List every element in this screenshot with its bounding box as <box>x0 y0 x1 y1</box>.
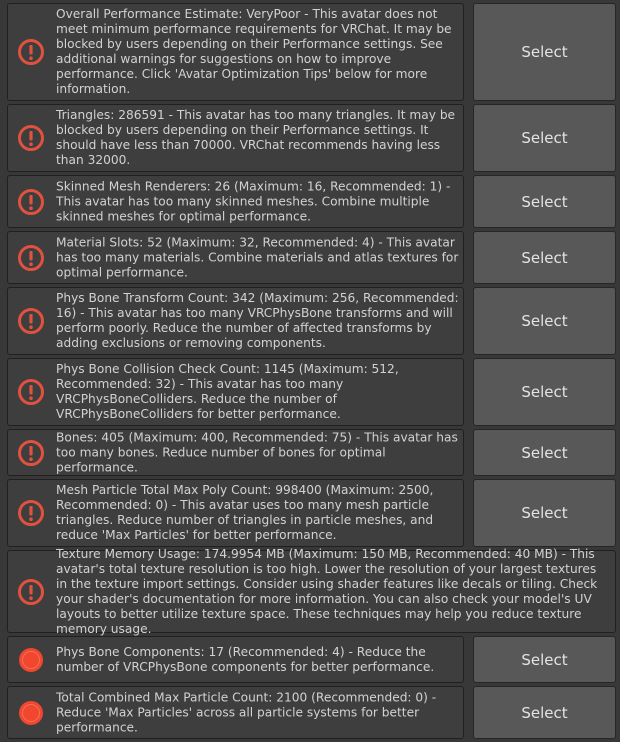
select-button[interactable]: Select <box>473 175 616 228</box>
error-icon <box>17 244 45 272</box>
select-button[interactable]: Select <box>473 686 616 739</box>
issue-row <box>7 429 616 476</box>
select-button[interactable]: Select <box>473 287 616 355</box>
issue-message-box <box>7 546 616 636</box>
select-button[interactable]: Select <box>473 231 616 284</box>
issue-message: Material Slots: 52 (Maximum: 32, Recommended: 4) - This avatar has too many materials. Combine materials and atlas textures for optimal performance. <box>56 235 459 279</box>
issue-message: Phys Bone Transform Count: 342 (Maximum: 256, Recommended: 16) - This avatar has too many VRCPhysBone transforms and will perform poorly. Reduce the number of affected transforms by adding exclusions or removing components. <box>56 291 459 350</box>
issue-message-box <box>7 104 464 172</box>
issue-row <box>7 287 616 355</box>
error-icon <box>17 38 45 66</box>
issue-message-box <box>7 686 464 739</box>
issue-row <box>7 358 616 426</box>
issue-message-box <box>7 287 464 355</box>
issue-message-box <box>7 636 464 683</box>
issue-message: Skinned Mesh Renderers: 26 (Maximum: 16, Recommended: 1) - This avatar has too many skinned meshes. Combine multiple skinned meshes for optimal performance. <box>56 179 451 223</box>
issue-row <box>7 479 616 547</box>
error-icon <box>17 307 45 335</box>
select-button[interactable]: Select <box>473 358 616 426</box>
select-button[interactable]: Select <box>473 479 616 547</box>
issue-message-box <box>7 479 464 547</box>
error-icon <box>17 188 45 216</box>
issue-message-box <box>7 175 464 228</box>
issue-row <box>7 175 616 228</box>
issue-message: Total Combined Max Particle Count: 2100 (Recommended: 0) - Reduce 'Max Particles' across all particle systems for better performance. <box>56 690 437 734</box>
select-button[interactable]: Select <box>473 3 616 101</box>
issue-message-box <box>7 358 464 426</box>
warning-icon <box>17 699 45 727</box>
issue-row <box>7 546 616 636</box>
issue-message: Triangles: 286591 - This avatar has too many triangles. It may be blocked by users depending on their Performance settings. It should have less than 70000. VRChat recommends having less than 32000. <box>56 108 456 167</box>
issue-message-box <box>7 231 464 284</box>
issue-message: Phys Bone Collision Check Count: 1145 (Maximum: 512, Recommended: 32) - This avatar has too many VRCPhysBoneColliders. Reduce the number of VRCPhysBoneColliders for better performance. <box>56 362 399 421</box>
select-button[interactable]: Select <box>473 429 616 476</box>
issue-row <box>7 231 616 284</box>
issue-message-box <box>7 429 464 476</box>
issue-message: Mesh Particle Total Max Poly Count: 998400 (Maximum: 2500, Recommended: 0) - This avatar uses too many mesh particle triangles. Reduce number of triangles in particle meshes, and reduce 'Max Particles' for better performance. <box>56 483 434 542</box>
error-icon <box>17 439 45 467</box>
error-icon <box>17 578 45 606</box>
issue-message: Overall Performance Estimate: VeryPoor - This avatar does not meet minimum performance requirements for VRChat. It may be blocked by users depending on their Performance settings. See additional warnings for suggestions on how to improve performance. Click 'Avatar Optimization Tips' below for more information. <box>56 7 452 96</box>
error-icon <box>17 124 45 152</box>
issue-row <box>7 104 616 172</box>
warning-icon <box>17 646 45 674</box>
issue-message: Phys Bone Components: 17 (Recommended: 4) - Reduce the number of VRCPhysBone components for better performance. <box>56 644 435 674</box>
select-button[interactable]: Select <box>473 636 616 683</box>
issue-row <box>7 3 616 101</box>
error-icon <box>17 499 45 527</box>
issue-row <box>7 686 616 739</box>
select-button[interactable]: Select <box>473 104 616 172</box>
issue-row <box>7 636 616 683</box>
issue-message: Bones: 405 (Maximum: 400, Recommended: 75) - This avatar has too many bones. Reduce number of bones for optimal performance. <box>56 430 458 474</box>
issue-message-box <box>7 3 464 101</box>
issue-message: Texture Memory Usage: 174.9954 MB (Maximum: 150 MB, Recommended: 40 MB) - This avatar's total texture resolution is too high. Lower the resolution of your largest textures in the texture import settings. Consider using shader features like decals or tiling. Check your shader's documentation for more information. You can also check your model's UV layouts to better utilize texture space. These techniques may help you reduce texture memory usage. <box>56 546 598 636</box>
error-icon <box>17 378 45 406</box>
